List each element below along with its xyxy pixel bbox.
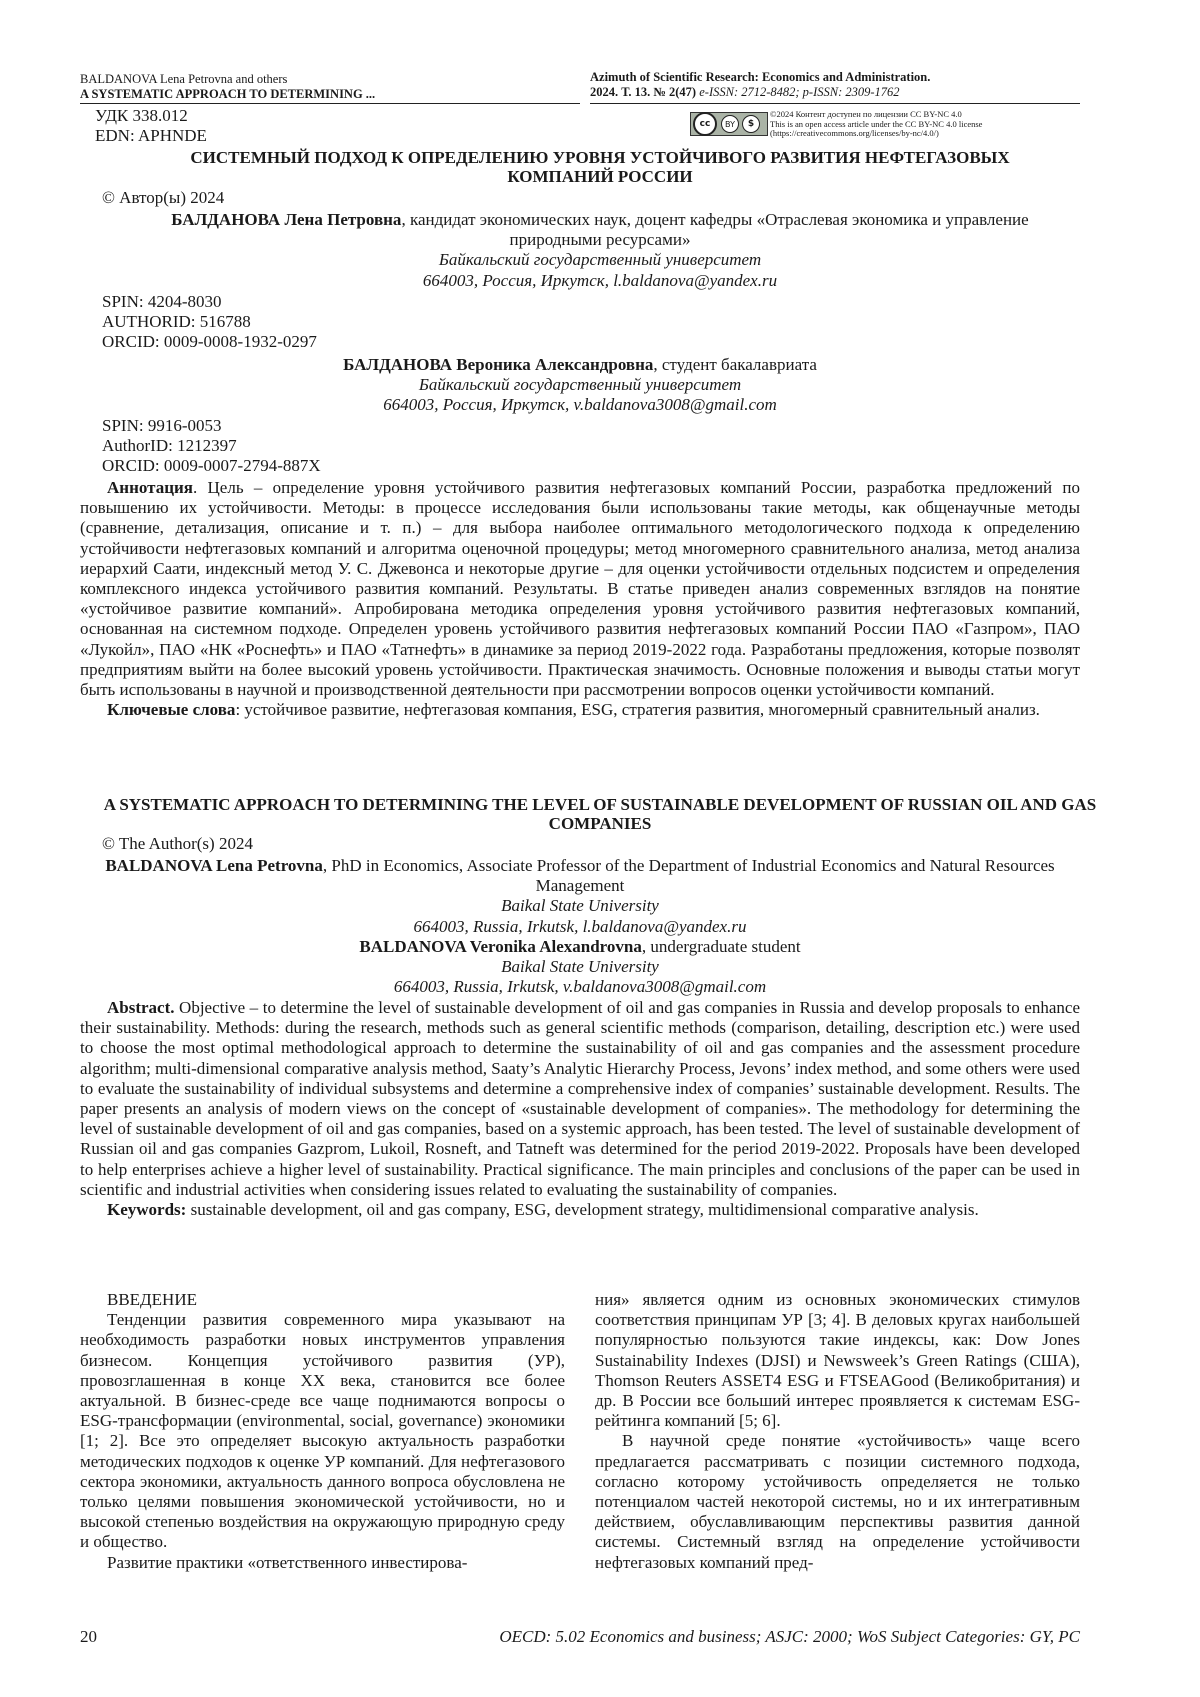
en-author1-address: 664003, Russia, Irkutsk, l.baldanova@yandex.ru [413,916,747,936]
page-number: 20 [80,1627,97,1646]
running-header-left [80,72,580,102]
edn: EDN: APHNDE [95,126,207,146]
section-heading: ВВЕДЕНИЕ [107,1290,197,1309]
header-volume: 2024. Т. 13. № 2(47) [590,85,697,99]
en-author2-university: Baikal State University [501,957,659,977]
ru-author1-university: Байкальский государственный университет [438,250,762,270]
running-header-right [590,70,1080,100]
en-author2-position: , undergraduate student [641,937,801,956]
en-author1-university: Baikal State University [501,896,659,916]
header-rule-left [80,103,580,104]
en-author2 [80,937,1080,998]
left-paragraph-2: Развитие практики «ответственного инвестирова- [107,1552,468,1572]
en-keywords-text: sustainable development, oil and gas company, ESG, development strategy, multidimensional comparative analysis. [186,1200,979,1220]
en-abstract [80,998,1080,1220]
ru-author1-ids [102,292,502,353]
right-paragraph-1: ния» является одним из основных экономических стимулов соответствия принципам УР [3; 4]. В деловых кругах наибольшей популярностью пользуются такие индексы, как: Dow Jones Sustainability Indexes (DJSI) и Newsweek’s Green Ratings (США), Thomson Reuters ASSET4 ESG и FTSEAGood (Великобритания) и др. В России все больший интерес проявляется к системам ESG-рейтинга компаний [5; 6]. [595,1290,1080,1431]
header-short-title: A SYSTEMATIC APPROACH TO DETERMINING ... [80,87,376,101]
en-author1 [80,856,1080,937]
en-keywords-label: Keywords: [107,1200,187,1220]
ru-author2-ids [102,416,502,477]
ru-author1-name: БАЛДАНОВА Лена Петровна [171,210,402,229]
license-text [770,110,1100,139]
ru-author2-university: Байкальский государственный университет [418,375,742,395]
en-author1-name: BALDANOVA Lena Petrovna [105,856,323,875]
ru-author2-authorid: AuthorID: 1212397 [102,436,237,456]
ru-author2-address: 664003, Россия, Иркутск, v.baldanova3008@gmail.com [383,395,777,415]
en-abstract-label: Abstract. [107,998,175,1017]
ru-author1-address: 664003, Россия, Иркутск, l.baldanova@yandex.ru [422,270,778,290]
header-authors: BALDANOVA Lena Petrovna and others [80,72,288,86]
ru-author2 [80,355,1080,416]
body-right-column [595,1290,1080,1573]
ru-author1 [120,210,1080,291]
header-issn: e-ISSN: 2712-8482; p-ISSN: 2309-1762 [699,85,900,99]
en-author2-address: 664003, Russia, Irkutsk, v.baldanova3008@gmail.com [393,977,767,997]
ru-keywords-label: Ключевые слова [107,700,236,720]
ru-author1-orcid: ORCID: 0009-0008-1932-0297 [102,332,317,352]
nc-icon: $ [742,115,760,133]
ru-author2-name: БАЛДАНОВА Вероника Александровна [343,355,654,374]
russian-title: СИСТЕМНЫЙ ПОДХОД К ОПРЕДЕЛЕНИЮ УРОВНЯ УСТОЙЧИВОГО РАЗВИТИЯ НЕФТЕГАЗОВЫХ КОМПАНИЙ РОССИИ [190,148,1010,186]
license-block [690,110,1090,140]
right-paragraph-2: В научной среде понятие «устойчивость» чаще всего предлагается рассматривать с позиции системного подхода, согласно которому устойчивость определяется не только потенциалом частей некоторой системы, но и их интегративным действием, обуславливающим перспективы развития данной системы. Системный взгляд на определение устойчивости нефтегазовых компаний пред- [595,1431,1080,1572]
en-author1-position: , PhD in Economics, Associate Professor of the Department of Industrial Economics and Natural Resources Management [322,856,1055,896]
license-url[interactable]: (https://creativecommons.org/licenses/by-nc/4.0/) [770,128,939,138]
cc-by-nc-badge-icon[interactable] [690,112,768,136]
en-copyright: © The Author(s) 2024 [102,834,253,853]
english-title: A SYSTEMATIC APPROACH TO DETERMINING THE LEVEL OF SUSTAINABLE DEVELOPMENT OF RUSSIAN OIL AND GAS COMPANIES [103,795,1097,833]
ru-copyright: © Автор(ы) 2024 [102,188,225,207]
article-identifiers [95,106,495,146]
license-line-en: This is an open access article under the CC BY-NC 4.0 license [770,118,983,129]
by-icon: BY [721,115,739,133]
left-paragraph-1: Тенденции развития современного мира указывают на необходимость разработки новых инструментов управления бизнесом. Концепция устойчивого развития (УР), провозглашенная в конце XX века, становится все более актуальной. В бизнес-среде все чаще поднимаются вопросы о ESG-трансформации (environmental, social, governance) экономики [1; 2]. Все это определяет высокую актуальность разработки методических подходов к оценке УР компаний. Для нефтегазового сектора экономики, актуальность данного вопроса обусловлена не только целями повышения экономической устойчивости, но и высокой степенью воздействия на окружающую природную среду и общество. [80,1310,565,1552]
header-journal: Azimuth of Scientific Research: Economics and Administration. [590,70,931,84]
footer-classification: OECD: 5.02 Economics and business; ASJC: 2000; WoS Subject Categories: GY, PC [499,1627,1080,1646]
ru-author2-orcid: ORCID: 0009-0007-2794-887X [102,456,321,476]
cc-icon: cc [693,112,717,136]
udk: УДК 338.012 [95,106,188,125]
ru-abstract [80,478,1080,720]
ru-author1-authorid: AUTHORID: 516788 [102,312,251,332]
ru-abstract-label: Аннотация [107,478,193,497]
ru-keywords-text: : устойчивое развитие, нефтегазовая компания, ESG, стратегия развития, многомерный сравнительный анализ. [235,700,1040,720]
body-left-column [80,1290,565,1573]
ru-abstract-text: . Цель – определение уровня устойчивого развития нефтегазовых компаний России, разработка предложений по повышению их устойчивости. Методы: в процессе исследования были использованы такие методы, как общенаучные методы (сравнение, детализация, описание и т. п.) – для выбора наиболее оптимального методологического подхода к определению устойчивости нефтегазовых компаний и алгоритма оценочной процедуры; метод многомерного сравнительного анализа, метод анализа иерархий Саати, индексный метод У. С. Джевонса и некоторые другие – для оценки устойчивости отдельных подсистем и определения комплексного индекса устойчивого развития компаний. Результаты. В статье приведен анализ современных взглядов на понятие «устойчивое развитие компаний». Апробирована методика определения уровня устойчивого развития нефтегазовых компаний, основанная на системном подходе. Определен уровень устойчивого развития нефтегазовых компаний России ПАО «Газпром», ПАО «Лукойл», ПАО «НК «Роснефть» и ПАО «Татнефть» в динамике за период 2019-2022 года. Разработаны предложения, которые позволят предприятиям выйти на более высокий уровень устойчивости. Практическая значимость. Основные положения и выводы статьи могут быть использованы в научной и производственной деятельности при рассмотрении вопросов оценки устойчивости компаний. [80,478,1080,700]
en-author2-name: BALDANOVA Veronika Alexandrovna [359,937,642,956]
ru-author2-spin: SPIN: 9916-0053 [102,416,222,435]
license-line-ru: ©2024 Контент доступен по лицензии CC BY-NC 4.0 [770,109,962,119]
en-abstract-text: Objective – to determine the level of sustainable development of oil and gas companies in Russia and develop proposals to enhance their sustainability. Methods: during the research, methods such as general scientific methods (comparison, detailing, description etc.) were used to choose the most optimal methodological approach to determine the sustainability of oil and gas companies and the assessment procedure algorithm; multi-dimensional comparative analysis method, Saaty’s Analytic Hierarchy Process, Jevons’ index method, and some others were used to evaluate the sustainability of individual subsystems and determine a comprehensive index of companies’ sustainable development. Results. The paper presents an analysis of modern views on the concept of «sustainable development of companies». The methodology for determining the level of sustainable development of oil and gas companies, based on a systemic approach, has been tested. The level of sustainable development of Russian oil and gas companies Gazprom, Lukoil, Rosneft, and Tatneft was determined for the period 2019-2022. Proposals have been developed to help enterprises achieve a higher level of sustainability. Practical significance. The main principles and conclusions of the paper can be used in scientific and industrial activities when considering issues related to evaluating the sustainability of companies. [80,998,1080,1199]
ru-author1-position: , кандидат экономических наук, доцент кафедры «Отраслевая экономика и управление природными ресурсами» [401,210,1029,250]
ru-author2-position: , студент бакалавриата [653,355,817,374]
ru-author1-spin: SPIN: 4204-8030 [102,292,222,311]
header-rule-right [590,103,1080,104]
